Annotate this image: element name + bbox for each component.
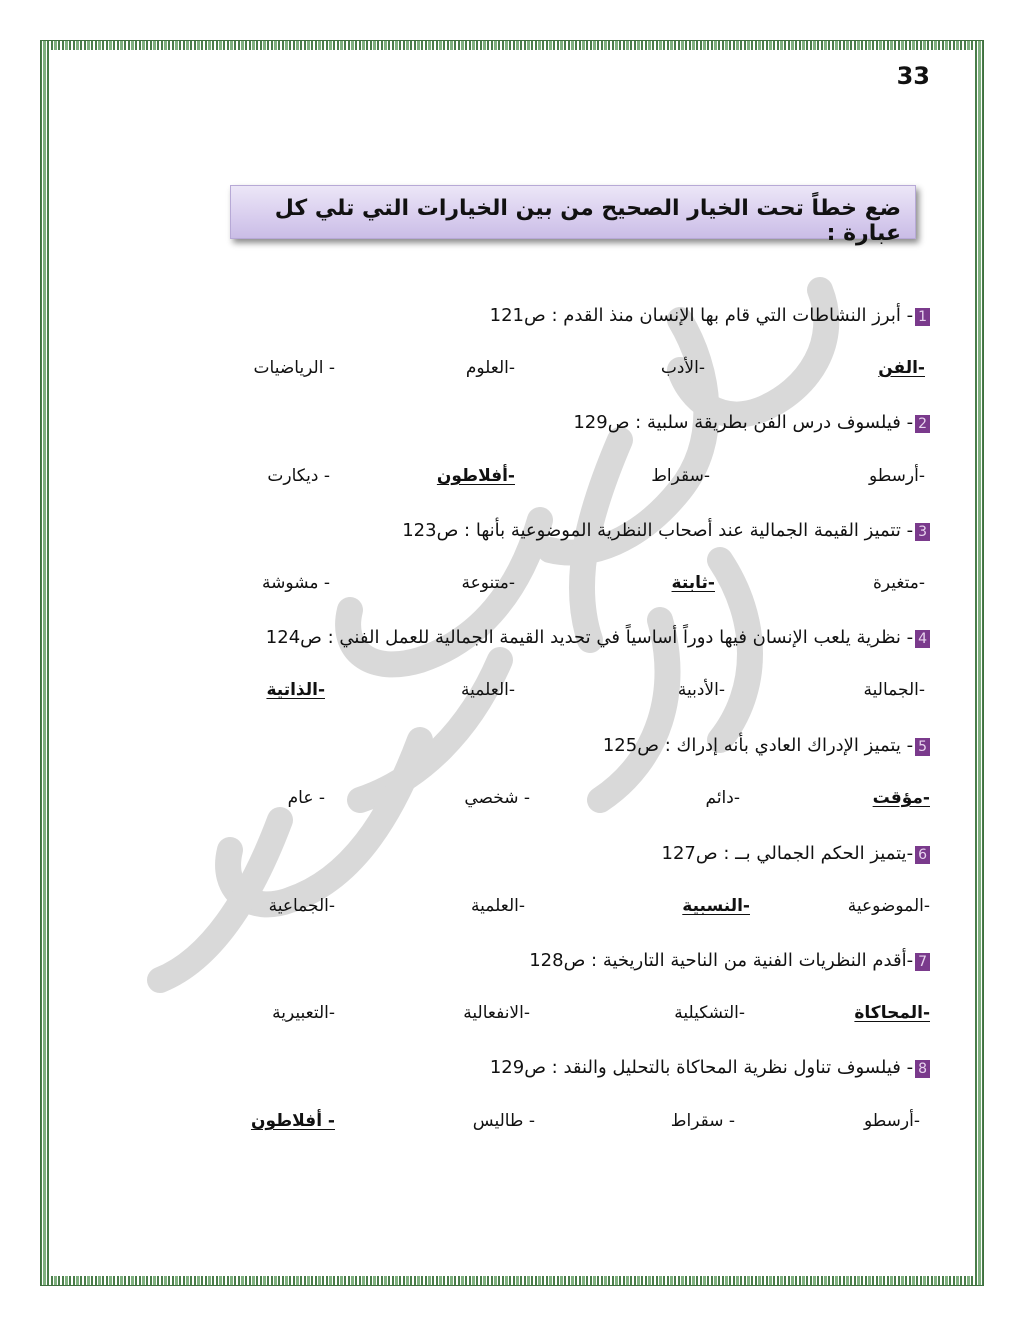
option-4a[interactable]: -الجمالية <box>863 680 925 700</box>
option-7b[interactable]: -التشكيلية <box>674 1003 745 1023</box>
question-number: 6 <box>915 846 930 864</box>
question-number: 2 <box>915 415 930 433</box>
option-4b[interactable]: -الأدبية <box>677 680 725 700</box>
question-text: - أبرز النشاطات التي قام بها الإنسان منذ القدم : ص121 <box>489 305 914 326</box>
option-8c[interactable]: - طاليس <box>472 1111 535 1131</box>
option-6d[interactable]: -الجماعية <box>268 896 335 916</box>
question-number: 5 <box>915 738 930 756</box>
option-1b[interactable]: -الأدب <box>660 358 705 378</box>
option-7c[interactable]: -الانفعالية <box>463 1003 530 1023</box>
option-6a[interactable]: -الموضوعية <box>847 896 930 916</box>
question-2 <box>573 412 930 433</box>
option-1d[interactable]: - الرياضيات <box>253 358 335 378</box>
option-8d[interactable]: - أفلاطون <box>250 1111 335 1131</box>
option-3d[interactable]: - مشوشة <box>262 573 330 593</box>
option-3a[interactable]: -متغيرة <box>873 573 925 593</box>
question-number: 3 <box>915 523 930 541</box>
question-text: -أقدم النظريات الفنية من الناحية التاريخية : ص128 <box>529 950 914 971</box>
question-text: - فيلسوف درس الفن بطريقة سلبية : ص129 <box>573 412 914 433</box>
option-4d[interactable]: -الذاتية <box>266 680 325 700</box>
question-text: -يتميز الحكم الجمالي بــ : ص127 <box>661 843 914 864</box>
question-4 <box>266 627 930 648</box>
question-text: - نظرية يلعب الإنسان فيها دوراً أساسياً في تحديد القيمة الجمالية للعمل الفني : ص124 <box>265 627 914 648</box>
option-6c[interactable]: -العلمية <box>471 896 525 916</box>
option-3c[interactable]: -متنوعة <box>461 573 515 593</box>
instruction-text: ضع خطاً تحت الخيار الصحيح من بين الخيارات التي تلي كل عبارة : <box>274 196 901 246</box>
option-1c[interactable]: -العلوم <box>465 358 515 378</box>
option-6b[interactable]: -النسبية <box>682 896 750 916</box>
instruction-banner <box>230 185 916 246</box>
question-text: - يتميز الإدراك العادي بأنه إدراك : ص125 <box>602 735 914 756</box>
option-5a[interactable]: -مؤقت <box>872 788 930 808</box>
option-4c[interactable]: -العلمية <box>461 680 515 700</box>
option-3b[interactable]: -ثابتة <box>671 573 715 593</box>
question-text: - تتميز القيمة الجمالية عند أصحاب النظرية الموضوعية بأنها : ص123 <box>402 520 914 541</box>
page-number: 33 <box>896 62 930 90</box>
question-number: 7 <box>915 953 930 971</box>
question-3 <box>402 520 930 541</box>
option-8a[interactable]: -أرسطو <box>863 1111 920 1131</box>
option-5c[interactable]: - شخصي <box>464 788 530 808</box>
question-5 <box>603 735 930 756</box>
question-8 <box>490 1057 930 1078</box>
option-2c[interactable]: -أفلاطون <box>436 466 515 486</box>
question-6 <box>662 843 931 864</box>
question-number: 4 <box>915 630 930 648</box>
option-1a[interactable]: -الفن <box>878 358 925 378</box>
option-5d[interactable]: - عام <box>287 788 325 808</box>
option-7a[interactable]: -المحاكاة <box>854 1003 930 1023</box>
option-2a[interactable]: -أرسطو <box>868 466 925 486</box>
question-7 <box>529 950 930 971</box>
question-text: - فيلسوف تناول نظرية المحاكاة بالتحليل والنقد : ص129 <box>489 1057 914 1078</box>
question-number: 8 <box>915 1060 930 1078</box>
option-7d[interactable]: -التعبيرية <box>272 1003 335 1023</box>
question-1 <box>490 305 930 326</box>
option-2d[interactable]: - ديكارت <box>267 466 330 486</box>
option-8b[interactable]: - سقراط <box>670 1111 735 1131</box>
option-5b[interactable]: -دائم <box>705 788 740 808</box>
option-2b[interactable]: -سقراط <box>651 466 710 486</box>
question-number: 1 <box>915 308 930 326</box>
